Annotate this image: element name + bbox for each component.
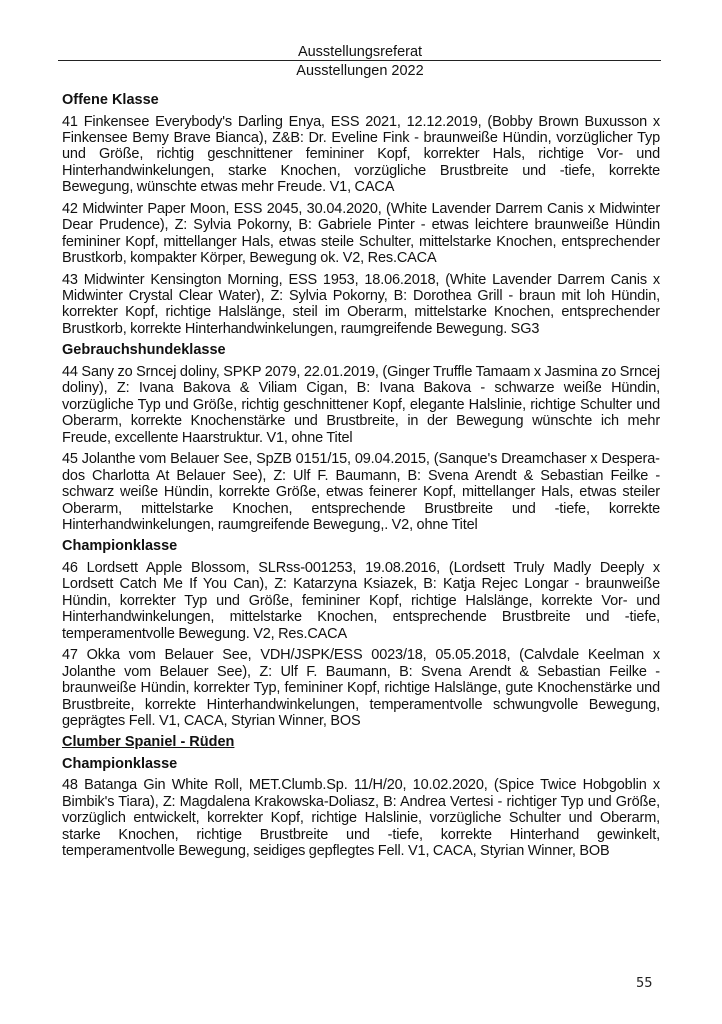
header-subtitle: Ausstellungen 2022 (296, 63, 424, 79)
entry-48: 48 Batanga Gin White Roll, MET.Clumb.Sp. 11/H/20, 10.02.2020, (Spice Twice Hobgoblin x Bimbik's Tiara), Z: Magdalena Krakowska-Doliasz, B: Andrea Vertesi - richtiger Typ und Größe, vorzüglich entwickelt, korrekter Kopf, richtige Halslinie, vorzügliche Schulter und Oberarm, starke Knochen, richtige Brustbreite und -tiefe, korrekte Hinterhand gewinkelt, temperamentvolle Bewegung, seidiges gepflegtes Fell. V1, CACA, Styrian Winner, BOB (62, 777, 660, 860)
entry-47: 47 Okka vom Belauer See, VDH/JSPK/ESS 0023/18, 05.05.2018, (Calvdale Keelman x Jolanthe vom Belauer See), Z: Ulf F. Baumann, B: Svena Arendt & Sebastian Feilke - braunweiße Hündin, korrekter Typ, femininer Kopf, richtige Halslänge, gute Knochenstärke und Brustbreite, korrekte Hinterhandwinkelungen, temperamentvolle schwungvolle Bewegung, geprägtes Fell. V1, CACA, Styrian Winner, BOS (62, 647, 660, 729)
entry-42: 42 Midwinter Paper Moon, ESS 2045, 30.04.2020, (White Lavender Darrem Canis x Midwinter Dear Prudence), Z: Sylvia Pokorny, B: Gabriele Pinter - etwas leichtere braunweiße Hündin femininer Kopf, mittellanger Hals, etwas steile Schulter, mittelstarke Knochen, entsprechender Brustkorb, kompakter Körper, Bewegung ok. V2, Res.CACA (62, 200, 660, 267)
breed-heading: Clumber Spaniel - Rüden (62, 734, 235, 751)
entry-45: 45 Jolanthe vom Belauer See, SpZB 0151/15, 09.04.2015, (Sanque's Dreamchaser x Desperados Charlotta At Belauer See), Z: Ulf F. Baumann, B: Svena Arendt & Sebastian Feilke - schwarz weiße Hündin, korrekte Größe, etwas feinerer Kopf, mittellanger Hals, etwas steiler Oberarm, mittelstarke Knochen, entsprechende Brustbreite und -tiefe, korrekte Hinterhandwinkelungen, raumgreifende Bewegung,. V2, ohne Titel (62, 451, 660, 533)
entry-43: 43 Midwinter Kensington Morning, ESS 1953, 18.06.2018, (White Lavender Darrem Canis x Midwinter Crystal Clear Water), Z: Sylvia Pokorny, B: Dorothea Grill - braun mit loh Hündin, korrekter Kopf, richtige Halslänge, steil im Oberarm, mittelstarke Knochen, entsprechender Brustkorb, korrekte Hinterhandwinkelungen, raumgreifende Bewegung. SG3 (62, 271, 660, 337)
page-content (62, 92, 660, 865)
section-heading-championklasse-rueden: Championklasse (62, 755, 178, 772)
page-number: 55 (636, 976, 653, 991)
header-divider (58, 60, 661, 61)
section-heading-gebrauchshundeklasse: Gebrauchshundeklasse (62, 342, 226, 359)
section-heading-championklasse: Championklasse (62, 538, 178, 555)
section-heading-offene-klasse: Offene Klasse (62, 92, 159, 108)
header-title: Ausstellungsreferat (297, 44, 423, 60)
entry-44: 44 Sany zo Srncej doliny, SPKP 2079, 22.01.2019, (Ginger Truffle Tamaam x Jasmina zo Srncej doliny), Z: Ivana Bakova & Viliam Cigan, B: Ivana Bakova - schwarze weiße Hündin, vorzügliche Typ und Größe, richtig geschnittener Kopf, elegante Halslinie, richtige Schulter und Oberarm, korrekte Knochenstärke und Brustbreite, in der Bewegung wünschte ich mehr Freude, excellente Haarstruktur. V1, ohne Titel (62, 363, 660, 446)
entry-46: 46 Lordsett Apple Blossom, SLRss-001253, 19.08.2016, (Lordsett Truly Madly Deeply x Lordsett Catch Me If You Can), Z: Katarzyna Ksiazek, B: Katja Rejec Longar - braunweiße Hündin, korrekter Typ und Größe, femininer Kopf, richtige Halslänge, korrekte Vor- und Hinterhandwinkelungen, mittelstarke Knochen, entsprechende Brustbreite und -tiefe, temperamentvolle Bewegung. V2, Res.CACA (62, 559, 660, 642)
entry-41: 41 Finkensee Everybody's Darling Enya, ESS 2021, 12.12.2019, (Bobby Brown Buxusson x Finkensee Bemy Brave Bianca), Z&B: Dr. Eveline Fink - braunweiße Hündin, vorzüglicher Typ und Größe, richtig geschnittener femininer Kopf, korrekter Hals, richtige Vor- und Hinterhandwinkelungen, starke Knochen, vorzügliche Brustbreite und -tiefe, korrekte Bewegung, wünschte etwas mehr Freude. V1, CACA (62, 113, 660, 196)
